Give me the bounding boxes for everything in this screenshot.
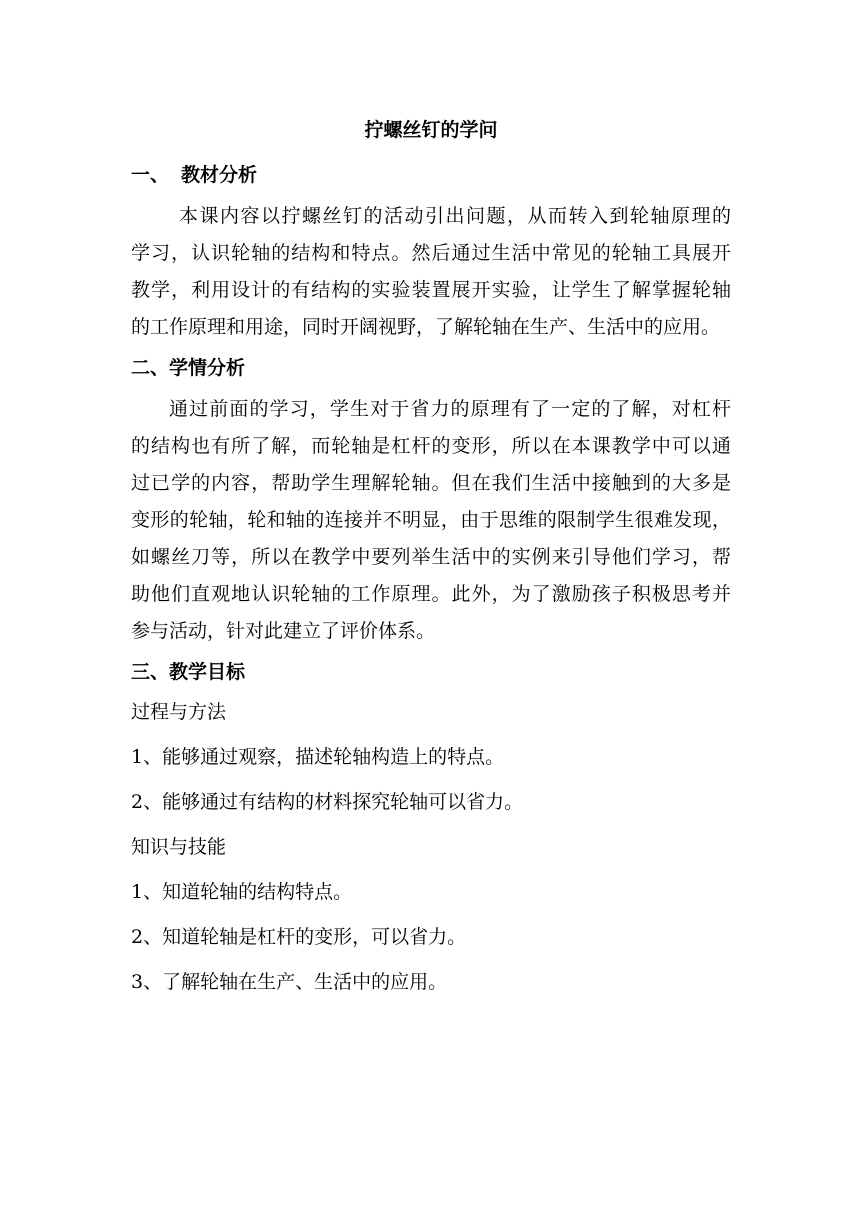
paragraph-line: 的工作原理和用途，同时开阔视野，了解轮轴在生产、生活中的应用。	[131, 316, 721, 338]
list-item: 1、知道轮轴的结构特点。	[131, 881, 353, 903]
paragraph-line: 的结构也有所了解，而轮轴是杠杆的变形，所以在本课教学中可以通	[131, 435, 731, 457]
paragraph-line: 本课内容以拧螺丝钉的活动引出问题，从而转入到轮轴原理的	[179, 205, 731, 227]
section-heading-teaching-material	[131, 158, 731, 193]
paragraph-line: 参与活动，针对此建立了评价体系。	[131, 620, 436, 642]
subheading-knowledge-skills: 知识与技能	[131, 836, 227, 858]
list-item: 1、能够通过观察，描述轮轴构造上的特点。	[131, 746, 505, 768]
paragraph-student-analysis	[131, 391, 731, 650]
list-item: 2、能够通过有结构的材料探究轮轴可以省力。	[131, 791, 524, 813]
paragraph-line: 学习，认识轮轴的结构和特点。然后通过生活中常见的轮轴工具展开	[131, 242, 731, 264]
subheading-process-methods: 过程与方法	[131, 701, 227, 723]
list-item: 3、了解轮轴在生产、生活中的应用。	[131, 971, 448, 993]
section-heading-student-analysis: 二、学情分析	[131, 357, 246, 379]
paragraph-line: 如螺丝刀等，所以在教学中要列举生活中的实例来引导他们学习，帮	[131, 546, 731, 568]
paragraph-line: 教学，利用设计的有结构的实验装置展开实验，让学生了解掌握轮轴	[131, 279, 731, 301]
section-number: 一、	[131, 164, 170, 186]
document-title: 拧螺丝钉的学问	[364, 119, 498, 141]
paragraph-line: 变形的轮轴，轮和轴的连接并不明显，由于思维的限制学生很难发现，	[131, 509, 731, 531]
paragraph-line: 助他们直观地认识轮轴的工作原理。此外，为了激励孩子积极思考并	[131, 583, 731, 605]
paragraph-line: 过已学的内容，帮助学生理解轮轴。但在我们生活中接触到的大多是	[131, 472, 731, 494]
paragraph-line: 通过前面的学习，学生对于省力的原理有了一定的了解，对杠杆	[169, 398, 731, 420]
list-item: 2、知道轮轴是杠杆的变形，可以省力。	[131, 926, 467, 948]
document-body	[131, 113, 731, 1010]
section-heading-teaching-goals: 三、教学目标	[131, 661, 246, 683]
paragraph-teaching-material	[131, 198, 731, 346]
section-title: 教材分析	[181, 164, 258, 186]
